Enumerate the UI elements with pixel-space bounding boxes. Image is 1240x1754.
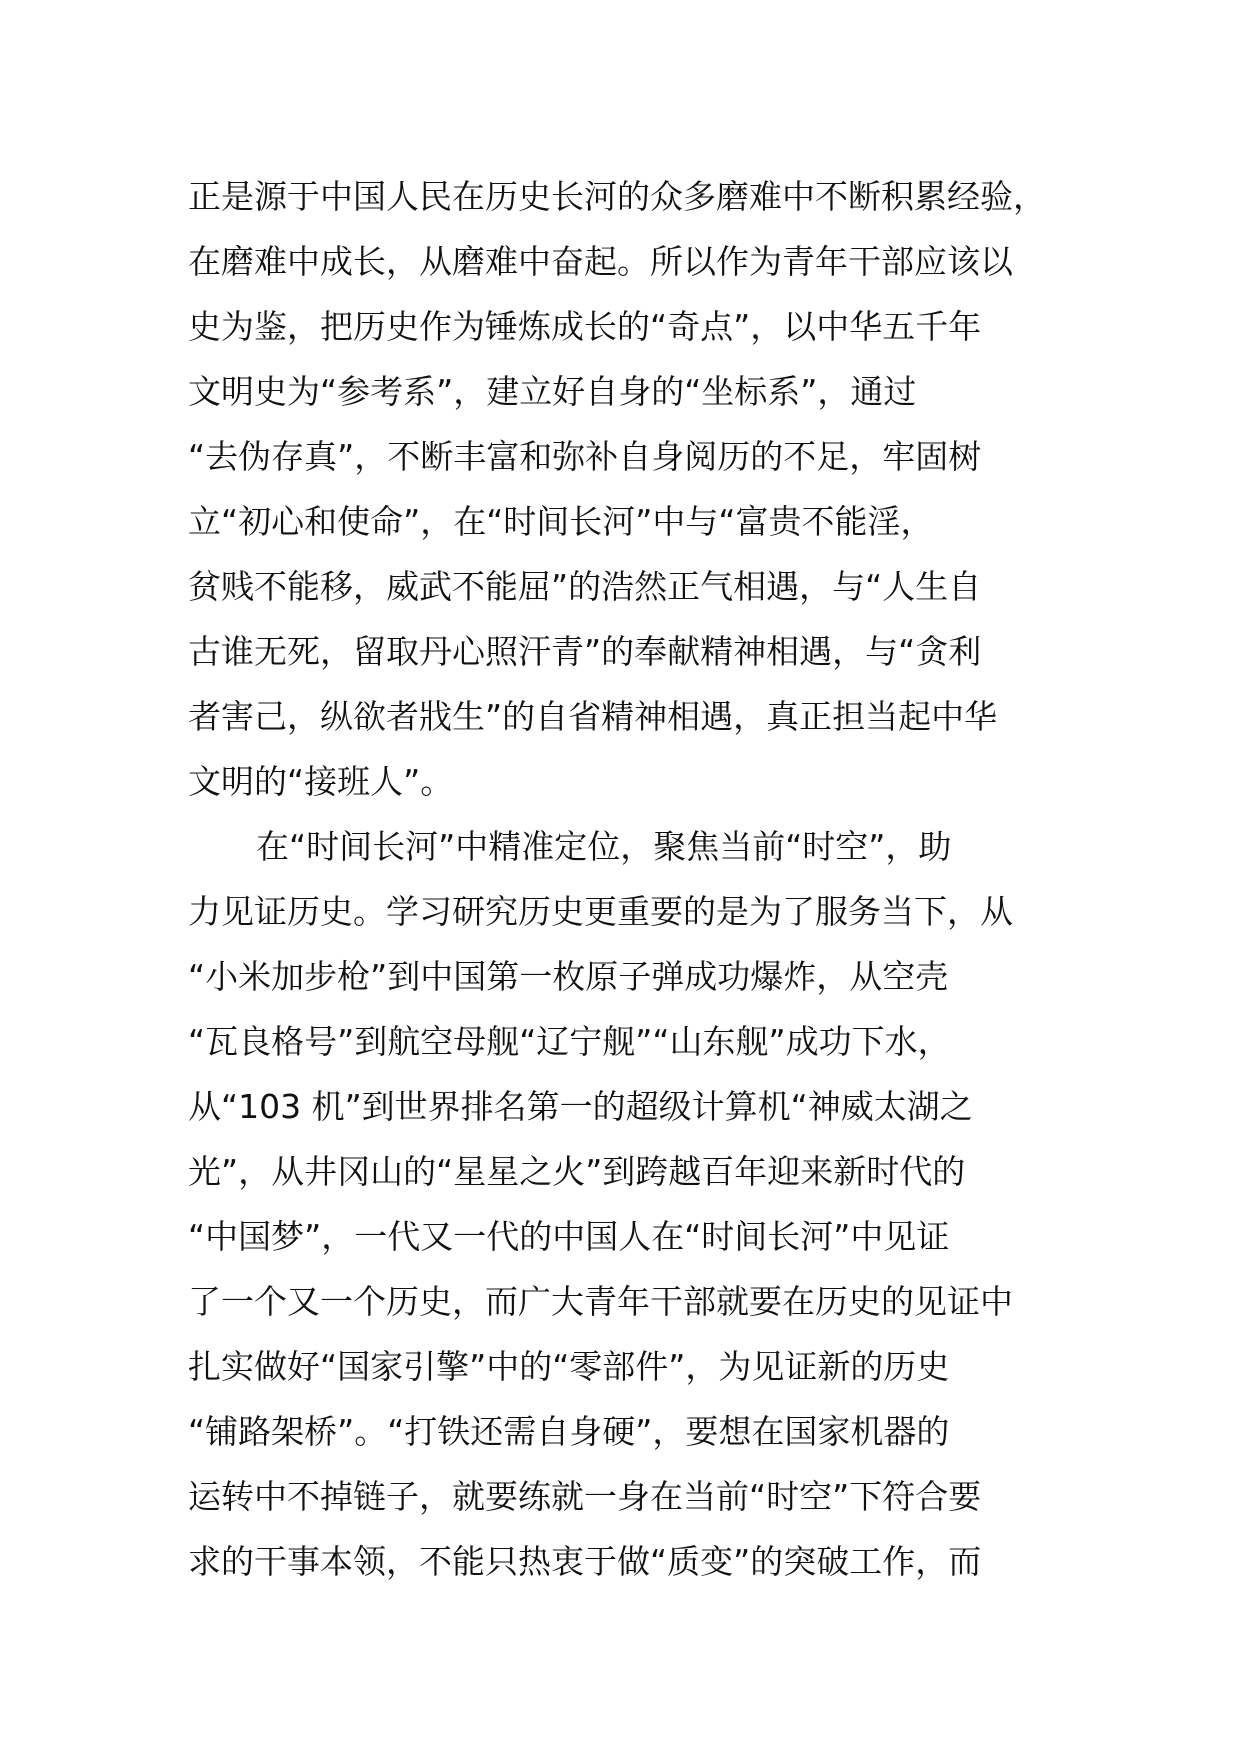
text-line: “瓦良格号”到航空母舰“辽宁舰”“山东舰”成功下水， bbox=[188, 1022, 951, 1061]
text-line: “去伪存真”，不断丰富和弥补自身阅历的不足，牢固树 bbox=[188, 437, 982, 476]
text-line: “小米加步枪”到中国第一枚原子弹成功爆炸，从空壳 bbox=[188, 957, 949, 996]
text-line: 史为鉴，把历史作为锤炼成长的“奇点”，以中华五千年 bbox=[188, 307, 982, 346]
text-line: 者害己，纵欲者戕生”的自省精神相遇，真正担当起中华 bbox=[188, 697, 998, 736]
text-line: 了一个又一个历史，而广大青年干部就要在历史的见证中 bbox=[188, 1282, 1013, 1321]
body-text bbox=[188, 164, 1068, 1594]
text-line: 贫贱不能移，威武不能屈”的浩然正气相遇，与“人生自 bbox=[188, 567, 982, 606]
text-line: “中国梦”，一代又一代的中国人在“时间长河”中见证 bbox=[188, 1217, 950, 1256]
text-line: 立“初心和使命”，在“时间长河”中与“富贵不能淫， bbox=[188, 502, 934, 541]
text-line: 光”，从井冈山的“星星之火”到跨越百年迎来新时代的 bbox=[188, 1152, 966, 1191]
text-line: 古谁无死，留取丹心照汗青”的奉献精神相遇，与“贪利 bbox=[188, 632, 982, 671]
text-line: “铺路架桥”。“打铁还需自身硬”，要想在国家机器的 bbox=[188, 1412, 950, 1451]
text-line: 文明史为“参考系”，建立好自身的“坐标系”，通过 bbox=[188, 372, 917, 411]
text-line: 力见证历史。学习研究历史更重要的是为了服务当下，从 bbox=[188, 892, 1013, 931]
text-line: 从“103 机”到世界排名第一的超级计算机“神威太湖之 bbox=[188, 1087, 973, 1126]
text-line: 求的干事本领，不能只热衷于做“质变”的突破工作，而 bbox=[188, 1542, 982, 1581]
text-line: 运转中不掉链子，就要练就一身在当前“时空”下符合要 bbox=[188, 1477, 982, 1516]
text-line: 文明的“接班人”。 bbox=[188, 762, 454, 801]
text-line: 正是源于中国人民在历史长河的众多磨难中不断积累经验， bbox=[188, 177, 1046, 216]
paragraph-start-line: 在“时间长河”中精准定位，聚焦当前“时空”，助 bbox=[256, 827, 952, 866]
text-line: 扎实做好“国家引擎”中的“零部件”，为见证新的历史 bbox=[188, 1347, 950, 1386]
text-line: 在磨难中成长，从磨难中奋起。所以作为青年干部应该以 bbox=[188, 242, 1013, 281]
